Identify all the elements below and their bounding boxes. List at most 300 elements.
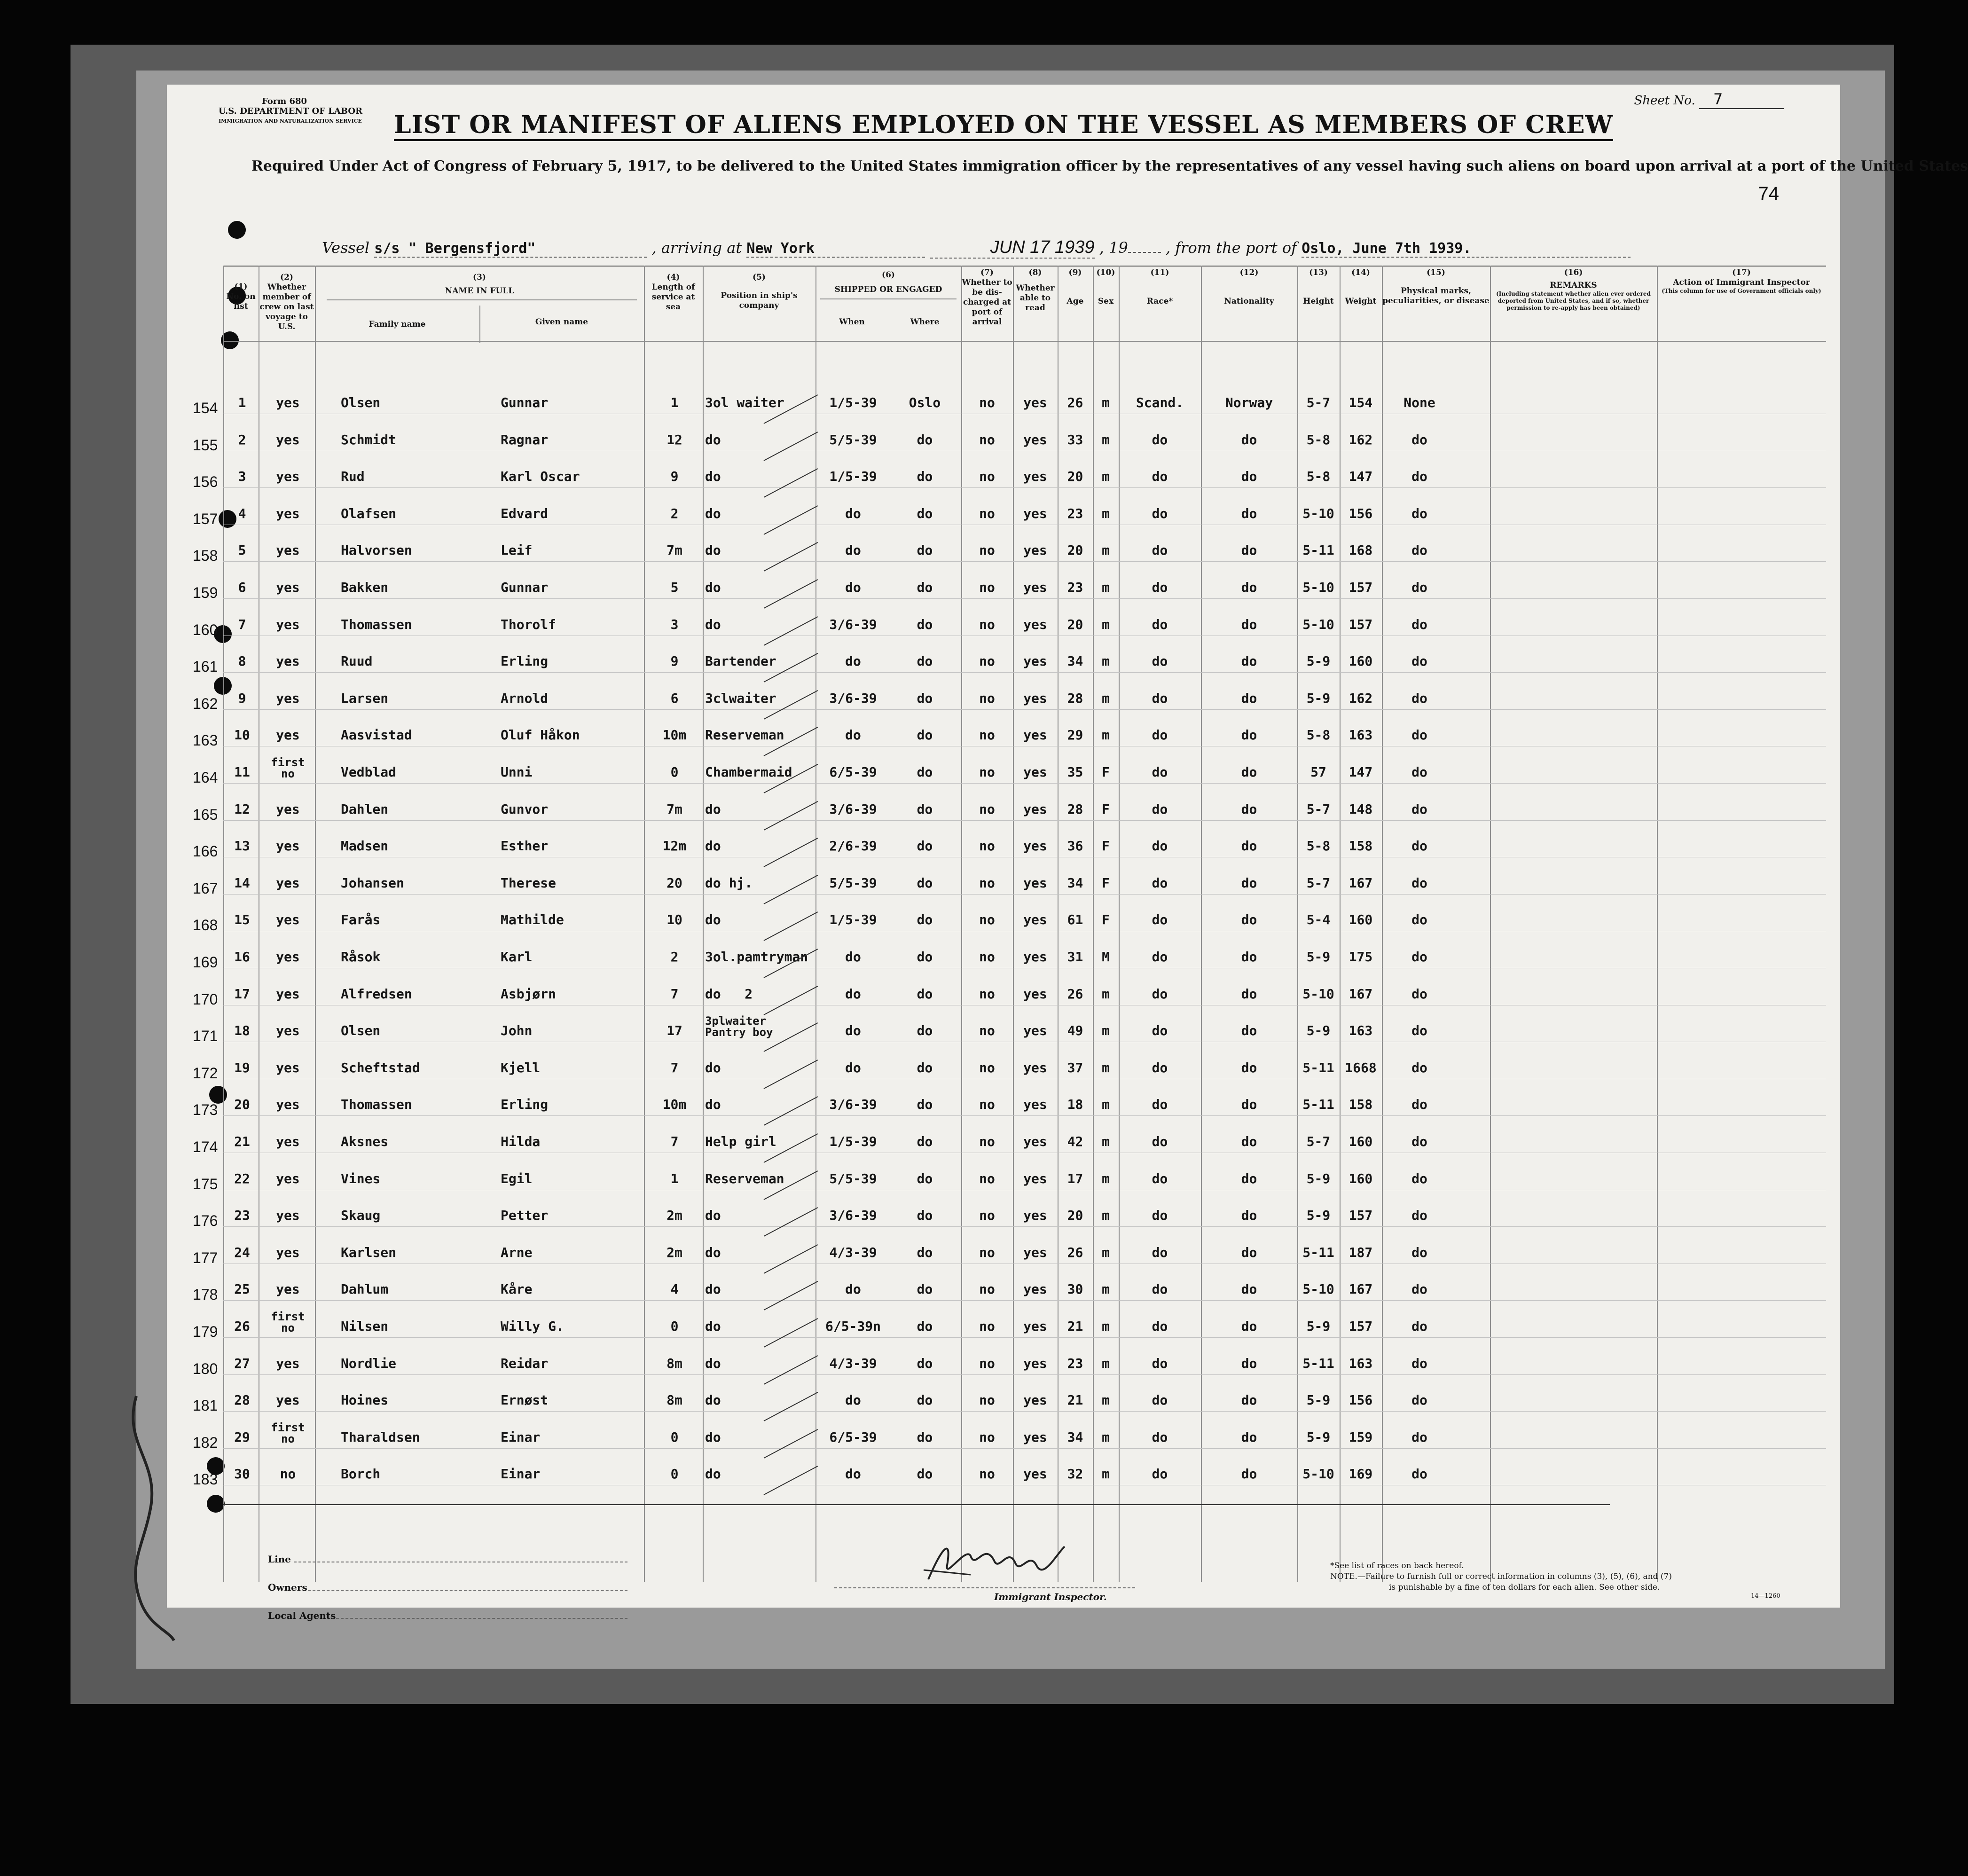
cell-race: do [1152, 1281, 1168, 1297]
cell-nationality: do [1241, 764, 1257, 780]
cell-family: Borch [341, 1466, 381, 1482]
cell-when: 6/5-39n [825, 1319, 881, 1334]
cell-nationality: do [1241, 838, 1257, 854]
cell-sex: m [1102, 617, 1110, 632]
cell-given: Esther [501, 838, 549, 854]
cell-where: do [917, 912, 933, 927]
margin-line-number: 155 [193, 437, 218, 454]
cell-service: 20 [666, 875, 682, 891]
cell-position: do [705, 1466, 721, 1482]
cell-height: 5-9 [1306, 1208, 1331, 1223]
cell-height: 5-9 [1306, 653, 1331, 669]
cell-family: Aasvistad [341, 727, 412, 743]
cell-height: 5-9 [1306, 1429, 1331, 1445]
cell-when: do [845, 653, 861, 669]
cell-family: Halvorsen [341, 542, 412, 558]
cell-member: yes [276, 949, 300, 965]
cell-sex: m [1102, 469, 1110, 484]
cell-weight: 167 [1349, 875, 1373, 891]
cell-marks: do [1411, 1023, 1427, 1038]
cell-marks: do [1411, 542, 1427, 558]
margin-line-number: 176 [193, 1212, 218, 1229]
cell-nationality: do [1241, 1281, 1257, 1297]
cell-discharged: no [979, 432, 995, 447]
cell-service: 3 [670, 617, 679, 632]
cell-marks: do [1411, 1134, 1427, 1149]
col-header-position: (5) Position in ship's company [721, 273, 798, 310]
cell-age: 21 [1067, 1319, 1083, 1334]
inspector-label: Immigrant Inspector. [994, 1591, 1107, 1602]
cell-sex: m [1102, 1023, 1110, 1038]
cell-sex: m [1102, 1097, 1110, 1112]
cell-member: yes [276, 469, 300, 484]
row-rule [223, 672, 1826, 673]
cell-height: 5-11 [1302, 1060, 1334, 1075]
cell-position: Bartender [705, 653, 776, 669]
from-port-label: , from the port of [1165, 239, 1297, 257]
cell-position: do [705, 801, 721, 817]
cell-member: yes [276, 1060, 300, 1075]
col-header-weight: (14) Weight [1345, 268, 1377, 306]
cell-when: 1/5-39 [829, 912, 877, 927]
cell-when: 5/5-39 [829, 1171, 877, 1186]
cell-no: 21 [234, 1134, 250, 1149]
cell-when: 1/5-39 [829, 395, 877, 410]
vessel-name: s/s " Bergensfjord" [374, 240, 647, 258]
cell-age: 17 [1067, 1171, 1083, 1186]
cell-no: 11 [234, 764, 250, 780]
cell-nationality: do [1241, 1245, 1257, 1260]
col-header-family-name: Family name [369, 320, 426, 329]
cell-weight: 148 [1349, 801, 1373, 817]
cell-sex: m [1102, 1245, 1110, 1260]
cell-sex: F [1102, 764, 1110, 780]
col-header-read: (8) Whether able to read [1016, 268, 1055, 313]
col-header-age: (9) Age [1066, 268, 1084, 306]
cell-read: yes [1023, 1060, 1047, 1075]
cell-height: 5-4 [1306, 912, 1331, 927]
cell-service: 1 [670, 1171, 679, 1186]
cell-no: 17 [234, 986, 250, 1002]
col-header-shipped-when: When [839, 317, 865, 327]
col-header-shipped: (6) SHIPPED OR ENGAGED [834, 270, 942, 294]
document-title-text: LIST OR MANIFEST OF ALIENS EMPLOYED ON THE VESSEL AS MEMBERS OF CREW [394, 110, 1613, 141]
cell-discharged: no [979, 1429, 995, 1445]
cell-sex: m [1102, 1356, 1110, 1371]
vessel-line [322, 237, 1631, 259]
cell-service: 10 [666, 912, 682, 927]
cell-where: do [917, 1429, 933, 1445]
cell-member: yes [276, 580, 300, 595]
cell-discharged: no [979, 1097, 995, 1112]
cell-member: yes [276, 1281, 300, 1297]
cell-read: yes [1023, 1356, 1047, 1371]
cell-no: 9 [238, 691, 246, 706]
cell-where: do [917, 1208, 933, 1223]
arrival-date-stamp: JUN 17 1939 [930, 237, 1095, 259]
cell-weight: 169 [1349, 1466, 1373, 1482]
cell-family: Skaug [341, 1208, 381, 1223]
cell-age: 26 [1067, 395, 1083, 410]
cell-weight: 154 [1349, 395, 1373, 410]
cell-weight: 157 [1349, 617, 1373, 632]
cell-weight: 158 [1349, 1097, 1373, 1112]
service-name: IMMIGRATION AND NATURALIZATION SERVICE [219, 118, 362, 124]
cell-service: 7 [670, 1134, 679, 1149]
cell-discharged: no [979, 1060, 995, 1075]
cell-given: Gunnar [501, 580, 549, 595]
cell-age: 28 [1067, 801, 1083, 817]
cell-height: 5-11 [1302, 1245, 1334, 1260]
note-fine-continued: is punishable by a fine of ten dollars for each alien. See other side. [1389, 1583, 1660, 1592]
cell-family: Hoines [341, 1392, 389, 1408]
cell-position: do hj. [705, 875, 753, 891]
cell-discharged: no [979, 1171, 995, 1186]
cell-where: do [917, 949, 933, 965]
cell-height: 5-8 [1306, 727, 1331, 743]
cell-family: Nordlie [341, 1356, 397, 1371]
cell-service: 7 [670, 1060, 679, 1075]
cell-read: yes [1023, 1023, 1047, 1038]
cell-marks: None [1403, 395, 1435, 410]
cell-nationality: do [1241, 432, 1257, 447]
margin-line-number: 183 [193, 1471, 218, 1488]
cell-height: 5-10 [1302, 617, 1334, 632]
cell-race: do [1152, 1208, 1168, 1223]
binder-string [118, 1387, 183, 1650]
cell-age: 31 [1067, 949, 1083, 965]
cell-race: Scand. [1136, 395, 1184, 410]
cell-no: 25 [234, 1281, 250, 1297]
cell-family: Dahlen [341, 801, 389, 817]
cell-read: yes [1023, 838, 1047, 854]
cell-no: 18 [234, 1023, 250, 1038]
cell-weight: 1668 [1345, 1060, 1377, 1075]
cell-race: do [1152, 1319, 1168, 1334]
cell-member: yes [276, 727, 300, 743]
cell-sex: m [1102, 1392, 1110, 1408]
cell-where: do [917, 838, 933, 854]
cell-discharged: no [979, 469, 995, 484]
cell-family: Madsen [341, 838, 389, 854]
cell-marks: do [1411, 1097, 1427, 1112]
cell-age: 20 [1067, 617, 1083, 632]
cell-family: Aksnes [341, 1134, 389, 1149]
cell-race: do [1152, 949, 1168, 965]
cell-read: yes [1023, 653, 1047, 669]
cell-weight: 163 [1349, 1356, 1373, 1371]
col-header-inspector-action: (17) Action of Immigrant Inspector (This column for use of Government officials only) [1662, 268, 1821, 294]
cell-given: Karl [501, 949, 533, 965]
cell-family: Tharaldsen [341, 1429, 420, 1445]
cell-race: do [1152, 1245, 1168, 1260]
cell-position: do [705, 912, 721, 927]
cell-where: do [917, 986, 933, 1002]
cell-age: 36 [1067, 838, 1083, 854]
cell-where: do [917, 1466, 933, 1482]
cell-race: do [1152, 432, 1168, 447]
cell-age: 34 [1067, 875, 1083, 891]
cell-when: 3/6-39 [829, 801, 877, 817]
cell-marks: do [1411, 1319, 1427, 1334]
cell-nationality: do [1241, 1208, 1257, 1223]
cell-age: 34 [1067, 1429, 1083, 1445]
cell-race: do [1152, 653, 1168, 669]
cell-age: 26 [1067, 986, 1083, 1002]
cell-family: Olsen [341, 395, 381, 410]
cell-marks: do [1411, 1392, 1427, 1408]
cell-when: 1/5-39 [829, 1134, 877, 1149]
cell-where: do [917, 506, 933, 521]
cell-family: Larsen [341, 691, 389, 706]
col-header-height: (13) Height [1303, 268, 1334, 306]
cell-height: 5-7 [1306, 395, 1331, 410]
cell-weight: 187 [1349, 1245, 1373, 1260]
cell-read: yes [1023, 506, 1047, 521]
cell-race: do [1152, 727, 1168, 743]
cell-marks: do [1411, 469, 1427, 484]
cell-race: do [1152, 1060, 1168, 1075]
cell-given: Kåre [501, 1281, 533, 1297]
margin-line-number: 173 [193, 1101, 218, 1118]
cell-nationality: do [1241, 1356, 1257, 1371]
cell-weight: 157 [1349, 580, 1373, 595]
cell-no: 4 [238, 506, 246, 521]
footer-form-code: 14—1260 [1751, 1593, 1780, 1600]
cell-age: 35 [1067, 764, 1083, 780]
margin-line-number: 166 [193, 843, 218, 860]
cell-position: do [705, 1281, 721, 1297]
margin-line-number: 161 [193, 658, 218, 675]
cell-read: yes [1023, 617, 1047, 632]
cell-discharged: no [979, 691, 995, 706]
cell-position: do [705, 617, 721, 632]
cell-race: do [1152, 764, 1168, 780]
cell-service: 8m [666, 1356, 682, 1371]
cell-no: 6 [238, 580, 246, 595]
cell-age: 20 [1067, 542, 1083, 558]
cell-marks: do [1411, 1281, 1427, 1297]
cell-position: do [705, 542, 721, 558]
row-rule [223, 487, 1826, 488]
cell-race: do [1152, 1466, 1168, 1482]
cell-race: do [1152, 617, 1168, 632]
cell-discharged: no [979, 580, 995, 595]
cell-race: do [1152, 801, 1168, 817]
cell-member: yes [276, 653, 300, 669]
cell-nationality: do [1241, 580, 1257, 595]
cell-race: do [1152, 542, 1168, 558]
cell-read: yes [1023, 691, 1047, 706]
cell-race: do [1152, 1429, 1168, 1445]
cell-given: Kjell [501, 1060, 541, 1075]
cell-read: yes [1023, 469, 1047, 484]
cell-race: do [1152, 580, 1168, 595]
cell-race: do [1152, 986, 1168, 1002]
cell-member: yes [276, 875, 300, 891]
cell-nationality: do [1241, 949, 1257, 965]
cell-height: 5-7 [1306, 1134, 1331, 1149]
cell-age: 21 [1067, 1392, 1083, 1408]
cell-when: 3/6-39 [829, 691, 877, 706]
cell-sex: m [1102, 1171, 1110, 1186]
cell-service: 8m [666, 1392, 682, 1408]
cell-nationality: do [1241, 1060, 1257, 1075]
cell-height: 5-8 [1306, 469, 1331, 484]
cell-no: 22 [234, 1171, 250, 1186]
cell-discharged: no [979, 1319, 995, 1334]
margin-line-number: 172 [193, 1065, 218, 1082]
cell-where: do [917, 653, 933, 669]
margin-line-number: 157 [193, 510, 218, 527]
row-rule [223, 598, 1826, 599]
cell-where: do [917, 580, 933, 595]
cell-nationality: do [1241, 1134, 1257, 1149]
cell-nationality: do [1241, 875, 1257, 891]
cell-given: Asbjørn [501, 986, 557, 1002]
row-rule [223, 1115, 1826, 1116]
cell-member: yes [276, 1023, 300, 1038]
cell-discharged: no [979, 949, 995, 965]
cell-given: Gunnar [501, 395, 549, 410]
cell-member: yes [276, 432, 300, 447]
cell-where: do [917, 1392, 933, 1408]
cell-discharged: no [979, 617, 995, 632]
cell-weight: 163 [1349, 727, 1373, 743]
cell-read: yes [1023, 395, 1047, 410]
cell-position: Help girl [705, 1134, 776, 1149]
cell-sex: m [1102, 986, 1110, 1002]
cell-age: 42 [1067, 1134, 1083, 1149]
margin-line-number: 158 [193, 547, 218, 564]
margin-line-number: 169 [193, 954, 218, 971]
cell-where: do [917, 875, 933, 891]
cell-sex: m [1102, 727, 1110, 743]
cell-discharged: no [979, 1208, 995, 1223]
cell-sex: F [1102, 838, 1110, 854]
cell-no: 8 [238, 653, 246, 669]
cell-nationality: do [1241, 912, 1257, 927]
cell-weight: 160 [1349, 653, 1373, 669]
cell-discharged: no [979, 875, 995, 891]
cell-when: do [845, 580, 861, 595]
cell-read: yes [1023, 1208, 1047, 1223]
cell-given: Thorolf [501, 617, 557, 632]
cell-no: 28 [234, 1392, 250, 1408]
cell-where: do [917, 1245, 933, 1260]
cell-position: do [705, 838, 721, 854]
cell-discharged: no [979, 542, 995, 558]
cell-member: yes [276, 542, 300, 558]
cell-weight: 167 [1349, 1281, 1373, 1297]
cell-position: do [705, 1356, 721, 1371]
cell-read: yes [1023, 1281, 1047, 1297]
cell-age: 18 [1067, 1097, 1083, 1112]
footer-owners-label: Owners [268, 1582, 307, 1593]
cell-member: yes [276, 1245, 300, 1260]
cell-when: do [845, 1466, 861, 1482]
cell-read: yes [1023, 542, 1047, 558]
cell-position: do [705, 1060, 721, 1075]
cell-family: Johansen [341, 875, 404, 891]
cell-service: 7 [670, 986, 679, 1002]
cell-discharged: no [979, 986, 995, 1002]
cell-family: Ruud [341, 653, 373, 669]
cell-weight: 147 [1349, 469, 1373, 484]
arriving-port: New York [746, 240, 925, 258]
cell-service: 9 [670, 469, 679, 484]
cell-discharged: no [979, 1134, 995, 1149]
row-rule [223, 1411, 1826, 1412]
cell-given: Edvard [501, 506, 549, 521]
cell-height: 5-8 [1306, 838, 1331, 854]
cell-height: 5-11 [1302, 542, 1334, 558]
cell-when: 3/6-39 [829, 1208, 877, 1223]
cell-when: 1/5-39 [829, 469, 877, 484]
cell-age: 20 [1067, 469, 1083, 484]
cell-discharged: no [979, 764, 995, 780]
cell-when: do [845, 1060, 861, 1075]
row-rule [223, 1374, 1826, 1375]
cell-weight: 163 [1349, 1023, 1373, 1038]
cell-where: do [917, 764, 933, 780]
cell-race: do [1152, 506, 1168, 521]
cell-member: yes [276, 801, 300, 817]
cell-read: yes [1023, 1392, 1047, 1408]
cell-weight: 147 [1349, 764, 1373, 780]
cell-service: 10m [662, 727, 687, 743]
cell-race: do [1152, 1171, 1168, 1186]
cell-height: 5-10 [1302, 506, 1334, 521]
col-header-service: (4) Length of service at sea [651, 273, 695, 312]
cell-family: Nilsen [341, 1319, 389, 1334]
cell-service: 2 [670, 949, 679, 965]
cell-service: 0 [670, 1319, 679, 1334]
cell-where: do [917, 469, 933, 484]
punch-hole [228, 221, 246, 239]
cell-nationality: Norway [1225, 395, 1273, 410]
cell-height: 5-10 [1302, 580, 1334, 595]
cell-service: 9 [670, 653, 679, 669]
cell-given: Erling [501, 1097, 549, 1112]
cell-discharged: no [979, 653, 995, 669]
cell-family: Vines [341, 1171, 381, 1186]
cell-member: no [280, 1466, 296, 1482]
cell-service: 7m [666, 801, 682, 817]
cell-marks: do [1411, 506, 1427, 521]
department-name: U.S. DEPARTMENT OF LABOR [219, 106, 363, 116]
cell-position: Chambermaid [705, 764, 792, 780]
cell-given: Ernøst [501, 1392, 549, 1408]
cell-member: first no [271, 1310, 305, 1334]
cell-marks: do [1411, 1466, 1427, 1482]
cell-member: yes [276, 1134, 300, 1149]
cell-sex: m [1102, 506, 1110, 521]
cell-sex: m [1102, 691, 1110, 706]
cell-sex: F [1102, 875, 1110, 891]
cell-weight: 159 [1349, 1429, 1373, 1445]
col-header-physical-marks: (15) Physical marks, peculiarities, or disease [1382, 268, 1490, 306]
cell-nationality: do [1241, 1319, 1257, 1334]
cell-family: Farås [341, 912, 381, 927]
col-header-name: (3) NAME IN FULL [445, 273, 514, 296]
cell-race: do [1152, 838, 1168, 854]
cell-given: Gunvor [501, 801, 549, 817]
col-header-sex: (10) Sex [1096, 268, 1115, 306]
cell-given: Karl Oscar [501, 469, 580, 484]
col-header-given-name: Given name [535, 317, 588, 327]
cell-family: Thomassen [341, 617, 412, 632]
